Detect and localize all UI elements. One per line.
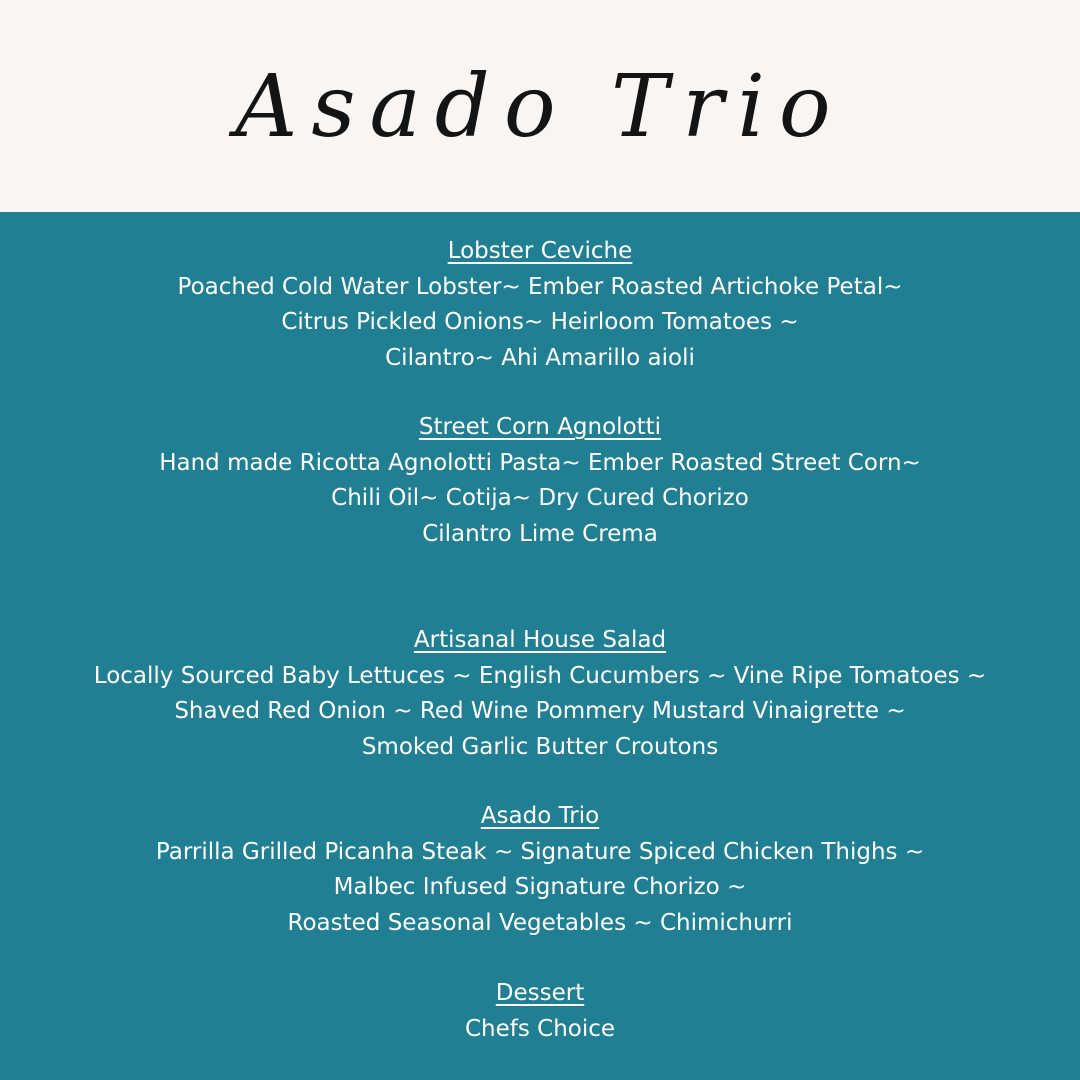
- menu-body: [0, 212, 1080, 1080]
- section-line: Hand made Ricotta Agnolotti Pasta~ Ember Roasted Street Corn~: [159, 449, 921, 476]
- menu-section-lobster-ceviche: [0, 234, 1080, 376]
- section-line: Shaved Red Onion ~ Red Wine Pommery Mustard Vinaigrette ~: [174, 698, 906, 724]
- section-line: Citrus Pickled Onions~ Heirloom Tomatoes ~: [281, 309, 799, 335]
- section-heading: Street Corn Agnolotti: [418, 414, 662, 440]
- menu-header: [0, 0, 1080, 212]
- menu-section-asado-trio: [0, 799, 1080, 941]
- menu-title: Asado Trio: [235, 57, 845, 157]
- section-line: Locally Sourced Baby Lettuces ~ English Cucumbers ~ Vine Ripe Tomatoes ~: [93, 662, 987, 689]
- section-line: Chefs Choice: [464, 1015, 616, 1042]
- menu-section-street-corn-agnolotti: [0, 410, 1080, 552]
- section-line: Malbec Infused Signature Chorizo ~: [333, 874, 747, 900]
- section-line: Smoked Garlic Butter Croutons: [361, 733, 719, 760]
- menu-section-artisanal-house-salad: [0, 623, 1080, 765]
- section-line: Cilantro Lime Crema: [422, 520, 658, 547]
- section-line: Chili Oil~ Cotija~ Dry Cured Chorizo: [331, 485, 749, 511]
- section-line: Parrilla Grilled Picanha Steak ~ Signature Spiced Chicken Thighs ~: [155, 838, 925, 865]
- section-heading: Lobster Ceviche: [447, 238, 633, 264]
- section-heading: Artisanal House Salad: [413, 627, 667, 653]
- section-line: Poached Cold Water Lobster~ Ember Roasted Artichoke Petal~: [177, 273, 903, 300]
- menu-section-dessert: [0, 976, 1080, 1047]
- section-heading: Dessert: [495, 980, 585, 1006]
- section-line: Roasted Seasonal Vegetables ~ Chimichurri: [287, 909, 793, 936]
- section-line: Cilantro~ Ahi Amarillo aioli: [385, 344, 695, 371]
- section-heading: Asado Trio: [480, 803, 600, 829]
